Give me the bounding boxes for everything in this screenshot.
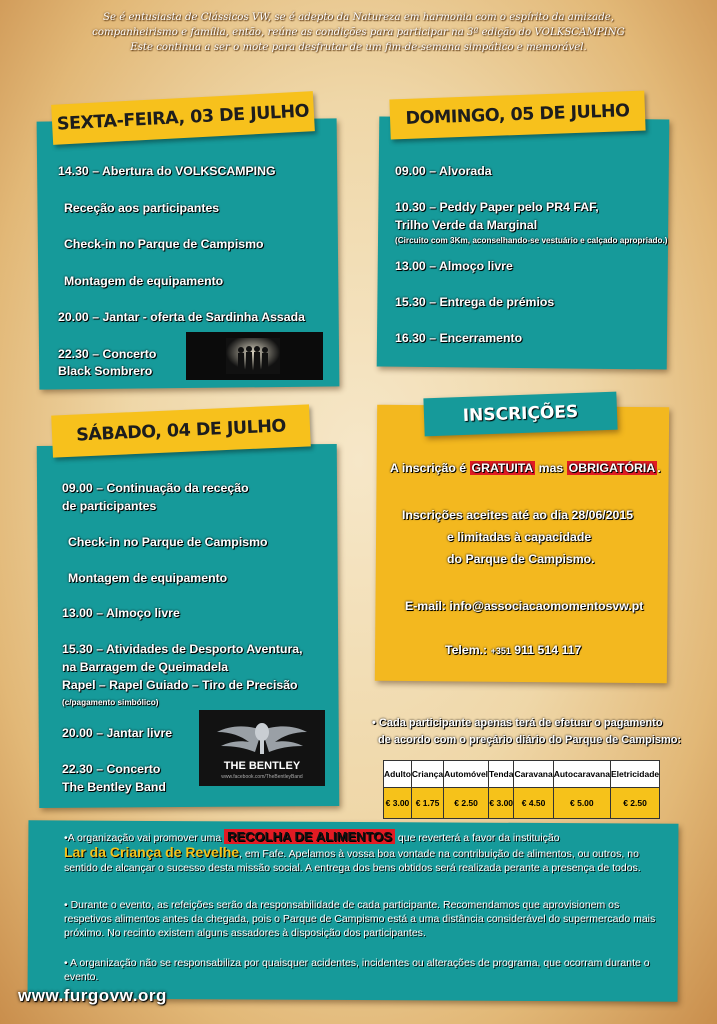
price-value-cell: € 3.00 bbox=[384, 788, 412, 819]
price-value-cell: € 5.00 bbox=[553, 788, 610, 819]
disclaimer-paragraph: • A organização não se responsabiliza por quaisquer acidentes, incidentes ou alterações de programa, que ocorram durante o evento. bbox=[64, 957, 650, 983]
saturday-item-note: (c/pagamento simbólico) bbox=[62, 698, 159, 707]
intro-line: Este continua a ser o mote para desfrutar de um fim-de-semana simpático e memorável. bbox=[130, 42, 587, 53]
price-value-cell: € 2.50 bbox=[444, 788, 489, 819]
inscricoes-email[interactable]: E-mail: info@associacaomomentosvw.pt bbox=[405, 599, 644, 613]
price-value-cell: € 3.00 bbox=[489, 788, 514, 819]
sunday-item: 16.30 – Encerramento bbox=[395, 331, 523, 345]
friday-item: Check-in no Parque de Campismo bbox=[64, 237, 264, 251]
intro-text bbox=[20, 10, 697, 55]
inscricoes-title: INSCRIÇÕES bbox=[423, 392, 617, 437]
black-sombrero-photo bbox=[186, 332, 323, 380]
pricing-note: de acordo com o preçário diário do Parque de Campismo: bbox=[378, 734, 682, 746]
friday-concert-band: Black Sombrero bbox=[58, 364, 153, 378]
price-header-cell: Autocaravana bbox=[553, 761, 610, 788]
friday-item: Receção aos participantes bbox=[64, 201, 220, 215]
price-header-cell: Criança bbox=[411, 761, 443, 788]
inscricoes-line: e limitadas à capacidade bbox=[447, 530, 592, 544]
meals-paragraph: • Durante o evento, as refeições serão da responsabilidade de cada participante. Recomendamos que aprovisionem os respetivos alimentos antes da chegada, pois o Parque de Campismo está a uma distância considerável do supermercado mais próximo. No recinto existem alguns assadores à disposição dos participantes. bbox=[64, 899, 656, 939]
band-silhouette-image bbox=[186, 332, 323, 380]
price-value-cell: € 4.50 bbox=[514, 788, 553, 819]
price-header-cell: Tenda bbox=[489, 761, 514, 788]
saturday-item: na Barragem de Queimadela bbox=[62, 660, 229, 674]
gratuita-highlight: GRATUITA bbox=[471, 461, 534, 475]
saturday-concert-band: The Bentley Band bbox=[62, 780, 166, 794]
friday-item: 20.00 – Jantar - oferta de Sardinha Assada bbox=[58, 310, 305, 324]
sunday-item: 13.00 – Almoço livre bbox=[395, 259, 513, 273]
price-header-cell: Caravana bbox=[514, 761, 553, 788]
band-logo-text: THE BENTLEY bbox=[223, 760, 301, 772]
saturday-item: Check-in no Parque de Campismo bbox=[68, 535, 268, 549]
intro-line: companheirismo e família, então, reúne as condições para participar na 3ª edição do VOLKSCAMPING bbox=[92, 27, 625, 38]
inscricoes-line1: A inscrição é GRATUITA mas OBRIGATÓRIA . bbox=[390, 461, 661, 475]
institution-name: Lar da Criança de Revelhe bbox=[64, 844, 240, 860]
price-value-cell: € 2.50 bbox=[610, 788, 659, 819]
food-drive-highlight: RECOLHA DE ALIMENTOS bbox=[224, 829, 395, 844]
sunday-title: DOMINGO, 05 DE JULHO bbox=[389, 91, 645, 140]
saturday-item: 20.00 – Jantar livre bbox=[62, 726, 173, 740]
sunday-item: Trilho Verde da Marginal bbox=[395, 218, 538, 232]
band-logo-url: www.facebook.com/TheBentleyBand bbox=[221, 774, 303, 780]
sunday-item-note: (Circuito com 3Km, aconselhando-se vestuário e calçado apropriado.) bbox=[395, 236, 668, 245]
obrigatoria-highlight: OBRIGATÓRIA bbox=[568, 461, 656, 475]
saturday-item: Montagem de equipamento bbox=[68, 571, 228, 585]
friday-item: 14.30 – Abertura do VOLKSCAMPING bbox=[58, 164, 276, 178]
price-value-cell: € 1.75 bbox=[411, 788, 443, 819]
price-table bbox=[383, 760, 660, 819]
sunday-item: 10.30 – Peddy Paper pelo PR4 FAF, bbox=[395, 200, 599, 214]
inscricoes-line: Inscrições aceites até ao dia 28/06/2015 bbox=[402, 508, 634, 522]
price-header-cell: Automóvel bbox=[444, 761, 489, 788]
saturday-item: de participantes bbox=[62, 499, 157, 513]
pricing-note: • Cada participante apenas terá de efetuar o pagamento bbox=[372, 717, 663, 729]
friday-title: SEXTA-FEIRA, 03 DE JULHO bbox=[51, 91, 315, 145]
site-url[interactable]: www.furgovw.org bbox=[18, 986, 167, 1005]
sunday-item: 15.30 – Entrega de prémios bbox=[395, 295, 555, 309]
saturday-title: SÁBADO, 04 DE JULHO bbox=[51, 404, 311, 457]
saturday-item: 13.00 – Almoço livre bbox=[62, 606, 180, 620]
inscricoes-phone[interactable]: Telem.: +351 911 514 117 bbox=[445, 643, 582, 657]
saturday-item: 15.30 – Atividades de Desporto Aventura, bbox=[62, 642, 303, 656]
friday-item: Montagem de equipamento bbox=[64, 274, 224, 288]
saturday-concert-time: 22.30 – Concerto bbox=[62, 762, 161, 776]
saturday-item: Rapel – Rapel Guiado – Tiro de Precisão bbox=[62, 678, 298, 692]
friday-concert-time: 22.30 – Concerto bbox=[58, 347, 157, 361]
saturday-item: 09.00 – Continuação da receção bbox=[62, 481, 249, 495]
price-table-values bbox=[384, 788, 660, 819]
price-header-cell: Adulto bbox=[384, 761, 412, 788]
food-drive-paragraph: •A organização vai promover uma RECOLHA DE ALIMENTOS que reverterá a favor da instituição Lar da Criança de Revelhe, em Fafe. Apelamos à vossa boa vontade na contribuição de alimentos, ou outros, no sentido de alcançar o sucesso desta missão social. A entrega dos bens obtidos será realizada perante a presença de todos. bbox=[64, 829, 641, 874]
inscricoes-line: do Parque de Campismo. bbox=[447, 552, 595, 566]
intro-line: Se é entusiasta de Clássicos VW, se é adepto da Natureza em harmonia com o espírito da amizade, bbox=[103, 12, 614, 23]
price-table-header bbox=[384, 761, 660, 788]
bentley-band-logo bbox=[199, 710, 325, 786]
sunday-item: 09.00 – Alvorada bbox=[395, 164, 492, 178]
price-header-cell: Eletricidade bbox=[610, 761, 659, 788]
